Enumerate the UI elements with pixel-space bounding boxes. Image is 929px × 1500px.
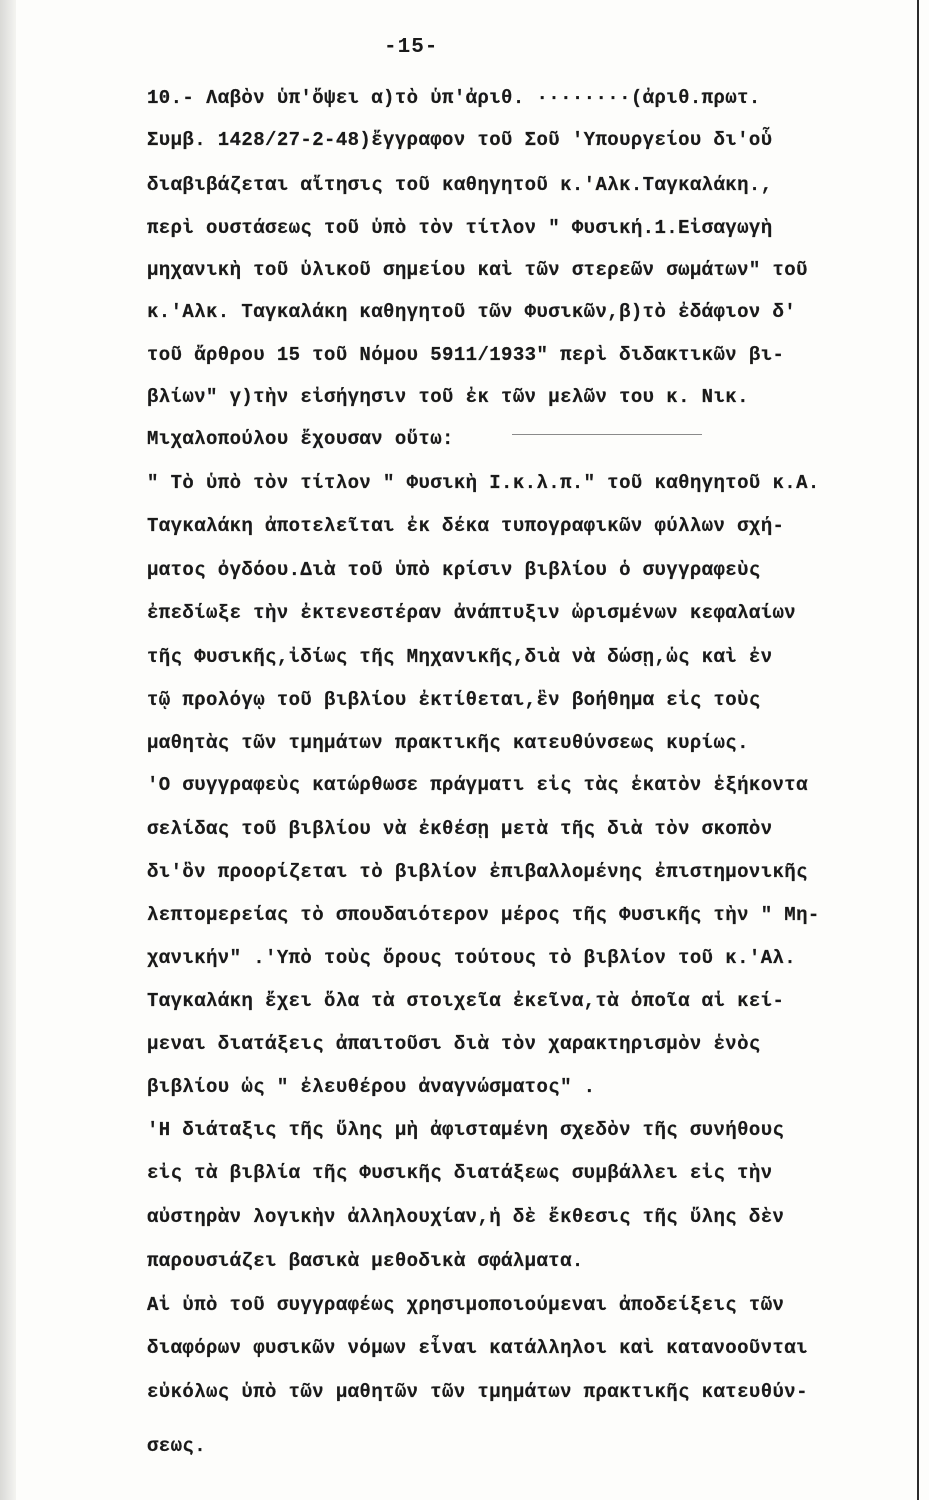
text-line: χανικήν" .'Υπὸ τοὺς ὅρους τούτους τὸ βιβλίον τοῦ κ.'Αλ. bbox=[147, 947, 797, 969]
text-line: 10.- Λαβὸν ὑπ'ὄψει α)τὸ ὑπ'ἀριθ. ········(ἀριθ.πρωτ. bbox=[147, 87, 761, 109]
text-line: " Τὸ ὑπὸ τὸν τίτλον " Φυσικὴ Ι.κ.λ.π." τοῦ καθηγητοῦ κ.Α. bbox=[147, 472, 820, 494]
text-line: σελίδας τοῦ βιβλίου νὰ ἐκθέσῃ μετὰ τῆς διὰ τὸν σκοπὸν bbox=[147, 818, 773, 840]
text-line: μεναι διατάξεις ἀπαιτοῦσι διὰ τὸν χαρακτηρισμὸν ἑνὸς bbox=[147, 1033, 761, 1055]
scan-edge-line bbox=[917, 0, 919, 1500]
text-line: μαθητὰς τῶν τμημάτων πρακτικῆς κατευθύνσεως κυρίως. bbox=[147, 732, 749, 754]
text-line: διαφόρων φυσικῶν νόμων εἶναι κατάλληλοι καὶ κατανοοῦνται bbox=[147, 1337, 808, 1359]
text-line: Αἱ ὑπὸ τοῦ συγγραφέως χρησιμοποιούμεναι ἀποδείξεις τῶν bbox=[147, 1294, 785, 1316]
text-line: εἰς τὰ βιβλία τῆς Φυσικῆς διατάξεως συμβάλλει εἰς τὴν bbox=[147, 1162, 773, 1184]
text-line: τοῦ ἄρθρου 15 τοῦ Νόμου 5911/1933" περὶ διδακτικῶν βι- bbox=[147, 344, 785, 366]
text-line: Συμβ. 1428/27-2-48)ἔγγραφον τοῦ Σοῦ 'Υπουργείου δι'οὗ bbox=[147, 129, 773, 151]
text-line: παρουσιάζει βασικὰ μεθοδικὰ σφάλματα. bbox=[147, 1250, 584, 1272]
text-line: περὶ ουστάσεως τοῦ ὑπὸ τὸν τίτλον " Φυσική.1.Εἰσαγωγὴ bbox=[147, 217, 773, 239]
pencil-underline bbox=[512, 434, 702, 435]
text-line: τῆς Φυσικῆς,ἰδίως τῆς Μηχανικῆς,διὰ νὰ δώσῃ,ὡς καὶ ἐν bbox=[147, 646, 773, 668]
text-line: διαβιβάζεται αἴτησις τοῦ καθηγητοῦ κ.'Αλκ.Ταγκαλάκη., bbox=[147, 174, 773, 196]
text-line: Μιχαλοπούλου ἔχουσαν οὕτω: bbox=[147, 428, 454, 450]
text-line: δι'ὃν προορίζεται τὸ βιβλίον ἐπιβαλλομένης ἐπιστημονικῆς bbox=[147, 861, 808, 883]
text-line: ἐπεδίωξε τὴν ἐκτενεστέραν ἀνάπτυξιν ὡρισμένων κεφαλαίων bbox=[147, 602, 797, 624]
text-line: λεπτομερείας τὸ σπουδαιότερον μέρος τῆς Φυσικῆς τὴν " Μη- bbox=[147, 904, 820, 926]
binding-margin bbox=[0, 0, 16, 1500]
text-line: Ταγκαλάκη ἔχει ὅλα τὰ στοιχεῖα ἐκεῖνα,τὰ ὁποῖα αἱ κεί- bbox=[147, 990, 785, 1012]
text-line: 'Η διάταξις τῆς ὕλης μὴ ἀφισταμένη σχεδὸν τῆς συνήθους bbox=[147, 1119, 785, 1141]
page-number: -15- bbox=[384, 36, 439, 59]
text-line: 'Ο συγγραφεὺς κατώρθωσε πράγματι εἰς τὰς ἑκατὸν ἑξήκοντα bbox=[147, 774, 808, 796]
text-line: βλίων" γ)τὴν εἰσήγησιν τοῦ ἐκ τῶν μελῶν του κ. Νικ. bbox=[147, 386, 749, 408]
text-line: τῷ προλόγῳ τοῦ βιβλίου ἐκτίθεται,ἓν βοήθημα εἰς τοὺς bbox=[147, 689, 761, 711]
text-line: ματος ὀγδόου.Διὰ τοῦ ὑπὸ κρίσιν βιβλίου ὁ συγγραφεὺς bbox=[147, 559, 761, 581]
text-line: μηχανικὴ τοῦ ὑλικοῦ σημείου καὶ τῶν στερεῶν σωμάτων" τοῦ bbox=[147, 259, 808, 281]
text-line: αὐστηρὰν λογικὴν ἀλληλουχίαν,ἡ δὲ ἔκθεσις τῆς ὕλης δὲν bbox=[147, 1206, 785, 1228]
text-line: σεως. bbox=[147, 1435, 207, 1457]
text-line: κ.'Αλκ. Ταγκαλάκη καθηγητοῦ τῶν Φυσικῶν,β)τὸ ἐδάφιον δ' bbox=[147, 301, 797, 323]
text-line: Ταγκαλάκη ἀποτελεῖται ἐκ δέκα τυπογραφικῶν φύλλων σχή- bbox=[147, 515, 785, 537]
text-line: βιβλίου ὡς " ἐλευθέρου ἀναγνώσματος" . bbox=[147, 1076, 596, 1098]
text-line: εὐκόλως ὑπὸ τῶν μαθητῶν τῶν τμημάτων πρακτικῆς κατευθύν- bbox=[147, 1381, 808, 1403]
